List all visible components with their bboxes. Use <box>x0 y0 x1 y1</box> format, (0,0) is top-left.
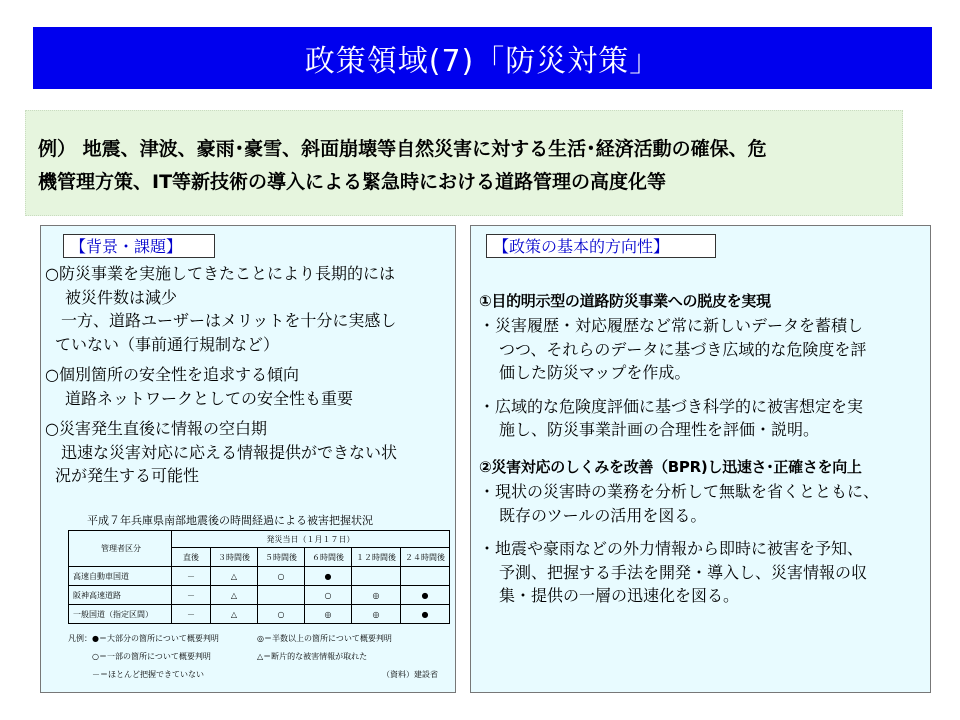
table-cell: ● <box>401 605 450 624</box>
table-row <box>69 605 450 624</box>
legend-entry: ○＝一部の箇所について概要判明 <box>92 652 211 661</box>
text-line: 況が発生する可能性 <box>55 466 200 485</box>
table-cell: ○ <box>305 586 352 605</box>
legend-entry: ◎＝半数以上の箇所について概要判明 <box>257 634 392 643</box>
policy-panel <box>470 225 931 693</box>
table-cell: ○ <box>258 567 305 586</box>
policy-bullet <box>479 480 924 527</box>
text-line: 既存のツールの活用を図る。 <box>499 505 707 525</box>
background-header: 【背景・課題】 <box>63 234 215 258</box>
text-line: 迅速な災害対応に応える情報提供ができない状 <box>61 442 398 462</box>
text-line: 施し、防災事業計画の合理性を評価・説明。 <box>499 420 820 439</box>
table-cell <box>352 567 401 586</box>
example-line: 例） 地震、津波、豪雨･豪雪、斜面崩壊等自然災害に対する生活･経済活動の確保、危 <box>38 138 767 160</box>
background-item <box>45 363 453 410</box>
text-line: ・広域的な危険度評価に基づき科学的に被害想定を実 <box>479 396 864 416</box>
legend-entry: ●＝大部分の箇所について概要判明 <box>92 634 219 643</box>
table-cell <box>258 586 305 605</box>
table-cell: △ <box>211 567 258 586</box>
table-cell: ● <box>401 586 450 605</box>
table-cell: ◎ <box>352 605 401 624</box>
background-item <box>45 417 453 488</box>
text-line: ・災害履歴・対応履歴など常に新しいデータを蓄積し <box>479 316 864 335</box>
legend-prefix <box>68 648 92 666</box>
source-note: （資料）建設省 <box>382 670 438 679</box>
row-label: 一般国道（指定区間） <box>69 605 172 624</box>
text-line: ていない（事前通行規制など） <box>55 334 280 354</box>
policy-section <box>479 290 924 452</box>
section-heading: ①目的明示型の道路防災事業への脱皮を実現 <box>479 292 771 310</box>
table-column-header: ５時間後 <box>258 548 305 567</box>
legend-entry: －＝ほとんど把握できていない <box>92 670 204 679</box>
table-column-header: 直後 <box>172 548 211 567</box>
policy-bullet <box>479 314 924 385</box>
text-line: 価した防災マップを作成。 <box>499 363 691 382</box>
legend-prefix <box>68 666 92 684</box>
table-corner-label: 管理者区分 <box>69 531 172 567</box>
table-cell: ◎ <box>352 586 401 605</box>
example-line: 機管理方策、IT等新技術の導入による緊急時における道路管理の高度化等 <box>38 171 667 193</box>
table-group-header: 発災当日（１月１７日） <box>172 531 450 548</box>
text-line: つつ、それらのデータに基づき広域的な危険度を評 <box>499 339 867 359</box>
table-column-header: ６時間後 <box>305 548 352 567</box>
table-row <box>69 586 450 605</box>
slide-title: 政策領域(7)「防災対策」 <box>33 27 932 89</box>
legend-row <box>68 630 450 648</box>
section-heading: ②災害対応のしくみを改善（BPR)し迅速さ･正確さを向上 <box>479 458 862 476</box>
text-line: ○防災事業を実施してきたことにより長期的には <box>45 264 395 283</box>
table-legend <box>68 630 450 684</box>
table-cell: △ <box>211 586 258 605</box>
policy-header: 【政策の基本的方向性】 <box>486 234 716 258</box>
table-row <box>69 567 450 586</box>
table-cell: △ <box>211 605 258 624</box>
text-line: 予測、把握する手法を開発・導入し、災害情報の収 <box>499 562 868 582</box>
table-cell: ○ <box>258 605 305 624</box>
legend-row <box>68 648 450 666</box>
table-cell: ● <box>305 567 352 586</box>
text-line: 道路ネットワークとしての安全性も重要 <box>65 388 354 408</box>
text-line: 集・提供の一層の迅速化を図る。 <box>499 586 740 605</box>
table-cell: － <box>172 605 211 624</box>
table-cell: － <box>172 586 211 605</box>
policy-bullet <box>479 537 924 608</box>
row-label: 高速自動車国道 <box>69 567 172 586</box>
background-list <box>45 262 453 495</box>
policy-section <box>479 456 924 618</box>
legend-entry: △＝断片的な被害情報が取れた <box>257 652 368 661</box>
table-cell <box>401 567 450 586</box>
legend-row <box>68 666 450 684</box>
table-column-header: ３時間後 <box>211 548 258 567</box>
row-label: 阪神高速道路 <box>69 586 172 605</box>
table-column-header: ２４時間後 <box>401 548 450 567</box>
table-cell: － <box>172 567 211 586</box>
example-box <box>25 110 903 216</box>
text-line: 一方、道路ユーザーはメリットを十分に実感し <box>61 311 397 330</box>
background-item <box>45 262 453 356</box>
table-cell: ◎ <box>305 605 352 624</box>
text-line: ・現状の災害時の業務を分析して無駄を省くとともに、 <box>479 482 880 501</box>
text-line: ・地震や豪雨などの外力情報から即時に被害を予知、 <box>479 539 864 558</box>
table-column-header: １２時間後 <box>352 548 401 567</box>
legend-prefix: 凡例： <box>68 634 92 643</box>
text-line: ○個別箇所の安全性を追求する傾向 <box>45 365 299 384</box>
damage-status-table <box>68 530 450 624</box>
policy-bullet <box>479 395 924 442</box>
table-title: 平成７年兵庫県南部地震後の時間経過による被害把握状況 <box>87 514 373 527</box>
text-line: ○災害発生直後に情報の空白期 <box>45 419 267 438</box>
text-line: 被災件数は減少 <box>65 287 178 307</box>
